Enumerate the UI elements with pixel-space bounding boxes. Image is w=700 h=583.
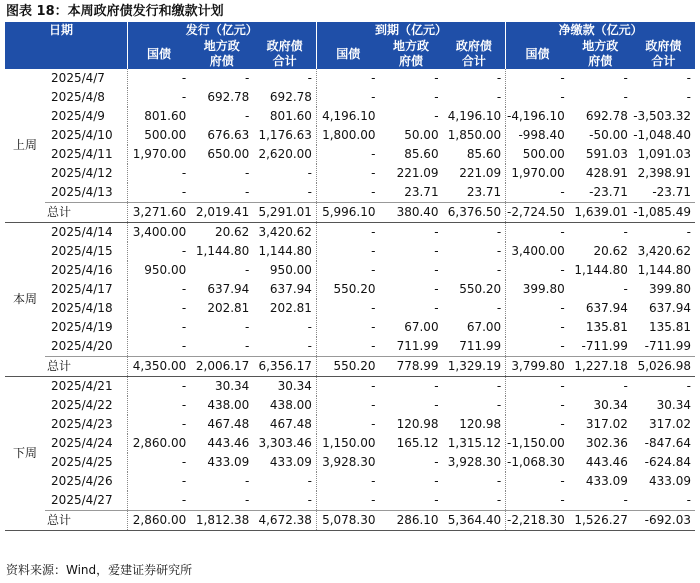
value-cell: 1,315.12 (447, 436, 502, 450)
value-cell: -847.64 (644, 436, 691, 450)
value-cell: - (506, 223, 569, 243)
value-cell: 550.20 (316, 280, 379, 299)
value-cell: 433.09 (207, 455, 250, 469)
value-cell: -2,724.50 (506, 203, 569, 223)
value-cell: -50.00 (589, 128, 628, 142)
table-row (5, 396, 695, 415)
header-date: 日期 (45, 22, 127, 39)
value-cell: - (506, 337, 569, 357)
header-date-spacer (45, 39, 127, 69)
value-cell: 399.80 (649, 282, 691, 296)
value-cell: - (506, 261, 569, 280)
value-cell: 1,227.18 (569, 357, 632, 377)
value-cell: 67.00 (466, 320, 502, 334)
value-cell: 550.20 (459, 282, 502, 296)
value-cell: 500.00 (506, 145, 569, 164)
value-cell: 637.94 (269, 282, 312, 296)
value-cell: 5,364.40 (443, 511, 506, 531)
table-row (5, 491, 695, 511)
value-cell: - (496, 398, 502, 412)
value-cell: - (316, 223, 379, 243)
value-cell: 1,144.80 (574, 263, 628, 277)
value-cell: - (316, 377, 379, 397)
value-cell: 3,271.60 (127, 203, 190, 223)
value-cell: - (244, 339, 250, 353)
value-cell: - (506, 318, 569, 337)
table-row (5, 126, 695, 145)
value-cell: 302.36 (585, 436, 628, 450)
value-cell: 692.78 (269, 90, 312, 104)
value-cell: -624.84 (644, 455, 691, 469)
value-cell: - (496, 71, 502, 85)
value-cell: 467.48 (269, 417, 312, 431)
value-cell: 30.34 (656, 398, 691, 412)
date-cell: 2025/4/9 (51, 109, 105, 123)
date-cell: 2025/4/13 (51, 185, 113, 199)
week-label: 上周 (5, 69, 45, 223)
header-week-spacer (5, 39, 45, 69)
date-cell: 2025/4/25 (51, 455, 113, 469)
value-cell: 5,996.10 (316, 203, 379, 223)
value-cell: -1,085.49 (632, 203, 695, 223)
value-cell: 1,800.00 (316, 126, 379, 145)
value-cell: - (434, 398, 439, 412)
value-cell: - (434, 379, 439, 393)
value-cell: 2,019.41 (190, 203, 253, 223)
total-row (5, 511, 695, 531)
value-cell: 3,928.30 (316, 453, 379, 472)
table-row (5, 453, 695, 472)
value-cell: -1,150.00 (506, 434, 569, 453)
date-cell: 2025/4/11 (51, 147, 113, 161)
value-cell: 4,672.38 (253, 511, 316, 531)
value-cell: - (127, 88, 190, 107)
value-cell: 6,356.17 (253, 357, 316, 377)
value-cell: - (686, 71, 691, 85)
table-row (5, 242, 695, 261)
total-row (5, 357, 695, 377)
table-row (5, 183, 695, 203)
value-cell: 1,176.63 (258, 128, 312, 142)
date-cell: 2025/4/16 (51, 263, 113, 277)
value-cell: 120.98 (459, 417, 502, 431)
value-cell: - (496, 225, 502, 239)
table-row (5, 280, 695, 299)
value-cell: 4,350.00 (127, 357, 190, 377)
value-cell: - (244, 109, 250, 123)
header-sub-gov-total: 政府债 合计 (632, 39, 695, 69)
header-group-issuance: 发行（亿元） (127, 22, 316, 39)
value-cell: - (434, 282, 439, 296)
value-cell: 202.81 (269, 301, 312, 315)
value-cell: 5,291.01 (253, 203, 316, 223)
date-cell: 2025/4/20 (51, 339, 113, 353)
value-cell: 1,970.00 (127, 145, 190, 164)
value-cell: - (496, 379, 502, 393)
value-cell: 1,526.27 (569, 511, 632, 531)
value-cell: 443.46 (207, 436, 250, 450)
table-row (5, 107, 695, 126)
value-cell: 67.00 (404, 320, 439, 334)
value-cell: 500.00 (127, 126, 190, 145)
header-sub-local-gov: 地方政 府债 (569, 39, 632, 69)
value-cell: 433.09 (269, 455, 312, 469)
value-cell: - (316, 337, 379, 357)
value-cell: -1,068.30 (506, 453, 569, 472)
total-row (5, 203, 695, 223)
date-cell: 2025/4/21 (51, 379, 113, 393)
value-cell: 3,400.00 (127, 223, 190, 243)
table-row (5, 223, 695, 243)
header-group-maturity: 到期（亿元） (316, 22, 505, 39)
value-cell: -4,196.10 (506, 107, 569, 126)
value-cell: - (127, 242, 190, 261)
value-cell: - (623, 282, 628, 296)
value-cell: 443.46 (585, 455, 628, 469)
date-cell: 2025/4/17 (51, 282, 113, 296)
value-cell: - (316, 318, 379, 337)
value-cell: - (244, 474, 250, 488)
source-note: 资料来源：Wind，爱建证券研究所 (6, 563, 193, 577)
value-cell: 1,639.01 (569, 203, 632, 223)
header-sub-treasury: 国债 (506, 39, 569, 69)
header-sub-local-gov: 地方政 府债 (380, 39, 443, 69)
value-cell: 1,144.80 (637, 263, 691, 277)
value-cell: 1,144.80 (258, 244, 312, 258)
value-cell: - (244, 493, 250, 507)
value-cell: - (623, 379, 628, 393)
table-row (5, 472, 695, 491)
value-cell: - (244, 263, 250, 277)
value-cell: - (434, 455, 439, 469)
value-cell: - (623, 71, 628, 85)
value-cell: - (506, 472, 569, 491)
value-cell: - (506, 299, 569, 318)
value-cell: - (496, 244, 502, 258)
value-cell: 467.48 (207, 417, 250, 431)
value-cell: 550.20 (316, 357, 379, 377)
value-cell: - (307, 185, 312, 199)
value-cell: - (127, 396, 190, 415)
value-cell: 692.78 (585, 109, 628, 123)
header-group-net-payment: 净缴款（亿元） (506, 22, 695, 39)
figure-title: 图表 18：本周政府债发行和缴款计划 (6, 4, 224, 19)
date-cell: 2025/4/27 (51, 493, 113, 507)
header-sub-local-gov: 地方政 府债 (190, 39, 253, 69)
value-cell: - (316, 183, 379, 203)
value-cell: -3,503.32 (633, 109, 691, 123)
value-cell: 2,006.17 (190, 357, 253, 377)
value-cell: 1,144.80 (195, 244, 250, 258)
table-row (5, 337, 695, 357)
value-cell: 438.00 (207, 398, 250, 412)
value-cell: -1,048.40 (633, 128, 691, 142)
value-cell: 1,850.00 (447, 128, 502, 142)
value-cell: 3,420.62 (637, 244, 691, 258)
value-cell: -692.03 (632, 511, 695, 531)
table-row (5, 261, 695, 280)
date-cell: 2025/4/14 (51, 225, 113, 239)
value-cell: 399.80 (506, 280, 569, 299)
value-cell: - (686, 379, 691, 393)
value-cell: 3,799.80 (506, 357, 569, 377)
value-cell: 2,398.91 (637, 166, 691, 180)
value-cell: - (623, 90, 628, 104)
value-cell: 20.62 (593, 244, 628, 258)
value-cell: 778.99 (380, 357, 443, 377)
table-row (5, 434, 695, 453)
value-cell: - (244, 166, 250, 180)
value-cell: 3,420.62 (258, 225, 312, 239)
value-cell: -2,218.30 (506, 511, 569, 531)
table-body (5, 69, 695, 531)
bond-issuance-table (5, 22, 695, 531)
date-cell: 2025/4/26 (51, 474, 113, 488)
value-cell: - (686, 493, 691, 507)
value-cell: 2,860.00 (127, 434, 190, 453)
header-week-cell (5, 22, 45, 39)
value-cell: - (127, 453, 190, 472)
value-cell: - (316, 164, 379, 183)
value-cell: - (127, 69, 190, 88)
value-cell: - (506, 183, 569, 203)
value-cell: - (316, 242, 379, 261)
value-cell: - (127, 318, 190, 337)
value-cell: 433.09 (585, 474, 628, 488)
value-cell: -23.71 (652, 185, 691, 199)
header-sub-gov-total: 政府债 合计 (253, 39, 316, 69)
value-cell: - (434, 244, 439, 258)
week-label: 本周 (5, 223, 45, 377)
value-cell: 4,196.10 (447, 109, 502, 123)
value-cell: 135.81 (585, 320, 628, 334)
header-sub-treasury: 国债 (316, 39, 379, 69)
header-sub-gov-total: 政府债 合计 (443, 39, 506, 69)
date-cell: 2025/4/7 (51, 71, 105, 85)
table-row (5, 145, 695, 164)
value-cell: - (316, 396, 379, 415)
value-cell: 317.02 (649, 417, 691, 431)
value-cell: - (307, 493, 312, 507)
value-cell: - (506, 88, 569, 107)
value-cell: 202.81 (207, 301, 250, 315)
value-cell: 85.60 (466, 147, 502, 161)
value-cell: - (316, 299, 379, 318)
date-cell: 2025/4/15 (51, 244, 113, 258)
value-cell: 637.94 (207, 282, 250, 296)
date-cell: 2025/4/18 (51, 301, 113, 315)
value-cell: 428.91 (585, 166, 628, 180)
value-cell: 221.09 (396, 166, 439, 180)
value-cell: - (316, 472, 379, 491)
value-cell: - (307, 71, 312, 85)
value-cell: 676.63 (207, 128, 250, 142)
value-cell: - (244, 320, 250, 334)
value-cell: -711.99 (581, 339, 628, 353)
table-row (5, 299, 695, 318)
header-subcolumns (5, 39, 695, 69)
value-cell: - (496, 493, 502, 507)
value-cell: - (623, 493, 628, 507)
date-cell: 2025/4/19 (51, 320, 113, 334)
date-cell: 2025/4/22 (51, 398, 113, 412)
value-cell: 1,329.19 (443, 357, 506, 377)
value-cell: - (127, 280, 190, 299)
table-header (5, 22, 695, 69)
value-cell: - (316, 145, 379, 164)
value-cell: - (244, 71, 250, 85)
value-cell: - (434, 71, 439, 85)
value-cell: - (686, 90, 691, 104)
value-cell: - (244, 185, 250, 199)
value-cell: - (434, 263, 439, 277)
table-row (5, 377, 695, 397)
table-row (5, 318, 695, 337)
value-cell: - (623, 225, 628, 239)
value-cell: - (496, 90, 502, 104)
value-cell: - (127, 164, 190, 183)
value-cell: - (434, 493, 439, 507)
value-cell: - (127, 377, 190, 397)
value-cell: 120.98 (396, 417, 439, 431)
value-cell: 950.00 (127, 261, 190, 280)
value-cell: 711.99 (459, 339, 502, 353)
value-cell: 23.71 (404, 185, 439, 199)
value-cell: 591.03 (585, 147, 628, 161)
value-cell: 950.00 (269, 263, 312, 277)
value-cell: - (434, 109, 439, 123)
value-cell: 801.60 (127, 107, 190, 126)
value-cell: 30.34 (214, 379, 250, 393)
value-cell: - (506, 377, 569, 397)
total-label: 总计 (45, 357, 127, 377)
value-cell: - (434, 301, 439, 315)
week-label: 下周 (5, 377, 45, 531)
value-cell: -23.71 (589, 185, 628, 199)
value-cell: 1,970.00 (506, 164, 569, 183)
value-cell: - (434, 474, 439, 488)
value-cell: 3,303.46 (258, 436, 312, 450)
value-cell: - (127, 491, 190, 511)
value-cell: - (434, 90, 439, 104)
date-cell: 2025/4/23 (51, 417, 113, 431)
value-cell: 50.00 (404, 128, 439, 142)
value-cell: 20.62 (214, 225, 250, 239)
value-cell: 1,812.38 (190, 511, 253, 531)
value-cell: - (316, 415, 379, 434)
value-cell: 2,860.00 (127, 511, 190, 531)
total-label: 总计 (45, 511, 127, 531)
value-cell: - (127, 183, 190, 203)
value-cell: - (127, 472, 190, 491)
value-cell: 221.09 (459, 166, 502, 180)
total-label: 总计 (45, 203, 127, 223)
value-cell: 317.02 (585, 417, 628, 431)
value-cell: 801.60 (269, 109, 312, 123)
value-cell: 85.60 (404, 147, 439, 161)
value-cell: - (316, 69, 379, 88)
value-cell: 165.12 (396, 436, 439, 450)
date-cell: 2025/4/12 (51, 166, 113, 180)
value-cell: 30.34 (277, 379, 312, 393)
value-cell: 5,078.30 (316, 511, 379, 531)
value-cell: 6,376.50 (443, 203, 506, 223)
value-cell: - (127, 299, 190, 318)
value-cell: 2,620.00 (258, 147, 312, 161)
value-cell: 433.09 (649, 474, 691, 488)
value-cell: - (496, 301, 502, 315)
value-cell: 637.94 (585, 301, 628, 315)
value-cell: 650.00 (207, 147, 250, 161)
date-cell: 2025/4/10 (51, 128, 113, 142)
value-cell: - (496, 474, 502, 488)
value-cell: 23.71 (466, 185, 502, 199)
value-cell: - (127, 337, 190, 357)
date-cell: 2025/4/8 (51, 90, 105, 104)
value-cell: 3,400.00 (506, 242, 569, 261)
value-cell: 5,026.98 (632, 357, 695, 377)
value-cell: 4,196.10 (316, 107, 379, 126)
value-cell: 711.99 (396, 339, 439, 353)
value-cell: - (316, 88, 379, 107)
table-row (5, 69, 695, 88)
value-cell: - (496, 263, 502, 277)
value-cell: 438.00 (269, 398, 312, 412)
value-cell: - (307, 166, 312, 180)
value-cell: 3,928.30 (447, 455, 502, 469)
value-cell: 30.34 (593, 398, 628, 412)
value-cell: 286.10 (380, 511, 443, 531)
table-row (5, 415, 695, 434)
value-cell: 135.81 (649, 320, 691, 334)
value-cell: 637.94 (649, 301, 691, 315)
value-cell: - (316, 491, 379, 511)
value-cell: - (307, 320, 312, 334)
value-cell: - (686, 225, 691, 239)
date-cell: 2025/4/24 (51, 436, 113, 450)
value-cell: 1,091.03 (637, 147, 691, 161)
value-cell: - (307, 474, 312, 488)
value-cell: - (506, 396, 569, 415)
table-container (5, 22, 695, 531)
value-cell: - (307, 339, 312, 353)
value-cell: - (506, 69, 569, 88)
value-cell: - (316, 261, 379, 280)
value-cell: 692.78 (207, 90, 250, 104)
value-cell: -711.99 (644, 339, 691, 353)
value-cell: - (506, 491, 569, 511)
value-cell: - (434, 225, 439, 239)
header-sub-treasury: 国债 (127, 39, 190, 69)
value-cell: - (506, 415, 569, 434)
value-cell: - (127, 415, 190, 434)
table-row (5, 164, 695, 183)
table-row (5, 88, 695, 107)
value-cell: -998.40 (506, 126, 569, 145)
value-cell: 380.40 (380, 203, 443, 223)
value-cell: 1,150.00 (316, 434, 379, 453)
